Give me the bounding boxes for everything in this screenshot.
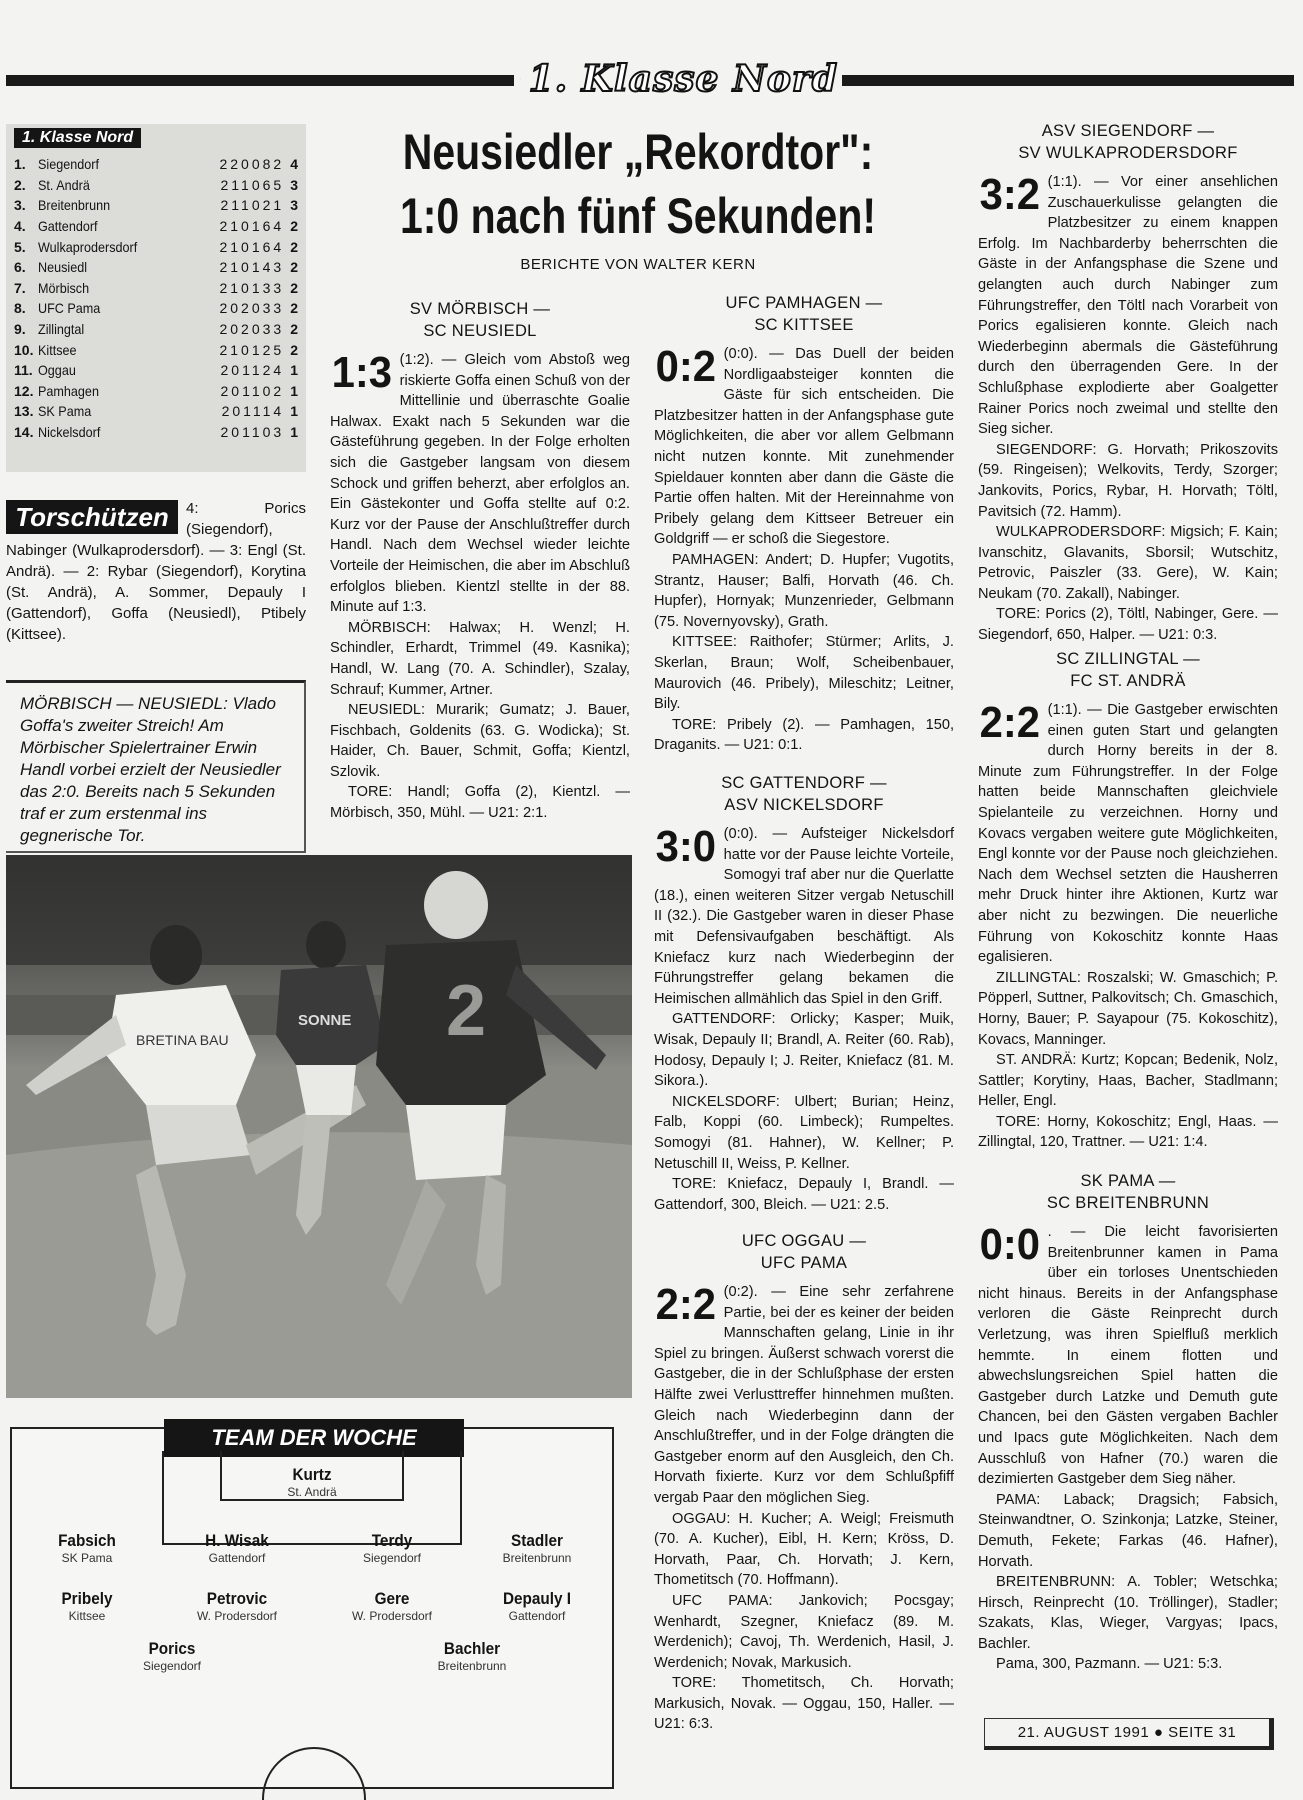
article-score: 1:3	[331, 348, 393, 397]
player	[462, 1531, 612, 1565]
article-body: (1:2). — Gleich vom Abstoß weg riskierte Goffa einen Schuß von der Mittellinie und überraschte Goalie Halwax. Exakt nach 5 Sekunden war die Gästeführung gegeben. In der Folge erholten sich die Gastgeber langsam von diesem Schock und griffen beherzt, aber erfolglos an. Ein Gästekonter und Goffa stellte auf 0:2. Kurz vor der Pause der Anschlußtreffer durch Handl. Nach dem Wechsel wieder leichte Vorteile der Heimischen, die aber im Abschluß erfolglos blieben. Kientzl stellte in der 88. Minute auf 1:3.	[330, 352, 630, 616]
article-body: (1:1). — Die Gastgeber erwischten einen guten Start und gelangten durch Horny bereits in der 8. Minute zum Führungstreffer. In der Folge hatten beide Mannschaften gleichviele Spielanteile zu verzeichnen. Horny und Kovacs vergaben weitere gute Möglichkeiten, Engl konnte vor der Pause noch gleichziehen. Nach dem Wechsel setzten die Hausherren mehr Druck hinter ihre Aktionen, Kurtz war aber nicht zu bezwingen. Die neuerliche Führung von Kokoschitz konnte Haas egalisieren.	[978, 702, 1278, 966]
article-goals: TORE: Porics (2), Töltl, Nabinger, Gere. — Siegendorf, 650, Halper. — U21: 0:3.	[978, 606, 1278, 644]
standings-points: 4	[290, 156, 299, 173]
standings-row	[14, 360, 298, 381]
article-body: (0:0). — Das Duell der beiden Nordligaabsteiger konnten die Gäste für sich entscheiden. Die Platzbesitzer hatten in der Anfangsphase gute Möglichkeiten, die aber vor allem Gelbmann nicht nutzen konnte. Mit zunehmender Spieldauer konnten aber dann die Gäste die Partie offen halten. Mit der Hereinnahme von Pribely gelang dem Kittseer Betreuer ein Goldgriff — er schoß die Siegestore.	[654, 346, 954, 548]
standings-team: Wulkaprodersdorf	[37, 238, 137, 255]
player-club: Siegendorf	[142, 1659, 202, 1673]
player	[162, 1589, 312, 1623]
football-icon	[520, 62, 521, 96]
standings-points: 2	[290, 300, 299, 317]
player-name: Porics	[148, 1639, 196, 1658]
article-body: (0:0). — Aufsteiger Nickelsdorf hatte vor der Pause leichte Vorteile, Somogyi traf aber nur die Querlatte (18.), einen weiteren Sitzer vergab Netuschill II (32.). Die Gastgeber waren in dieser Phase mit Defensivaufgaben beschäftigt. Als Kniefacz kurz nach Wiederbeginn der Führungstreffer gelang bekamen die Heimischen allmählich das Spiel in den Griff.	[654, 826, 954, 1007]
headline-line-2: 1:0 nach fünf Sekunden!	[399, 188, 877, 244]
standings-points: 3	[290, 176, 299, 193]
standings-rank: 12.	[14, 382, 34, 399]
article-title: SC GATTENDORF —	[721, 774, 887, 792]
article-body: (1:1). — Vor einer ansehlichen Zuschauerkulisse gelangten die Platzbesitzer zu einem knappen Erfolg. Im Nachbarderby beherrschten die Gäste in der Anfangsphase die Szene und gelangten auch durch Nabinger zum Führungstreffer, den Töltl nach Vorarbeit von Porics egalisieren konnte. Gleich nach Wiederbeginn abermals die Gästeführung durch den überragenden Gere. In der Schlußphase explodierte aber Goalgetter Rainer Porics noch zweimal und stellte den Sieg sicher.	[978, 174, 1278, 438]
photo-shirt-number: 2	[446, 971, 487, 1051]
article-lineup: OGGAU: H. Kucher; A. Weigl; Freismuth (70. A. Kucher), Eibl, H. Kern; Kröss, D. Horvath, Paar, Ch. Horvath; J. Kern, Thometitsch (70. Hoffmann).	[654, 1510, 954, 1589]
article-lineup: SIEGENDORF: G. Horvath; Prikoszovits (59. Ringeisen); Welkovits, Terdy, Szorger; Jankovits, Porics, Rybar, H. Horvath; Töltl, Pavitsich (72. Hamm).	[978, 441, 1278, 520]
standings-rank: 8.	[14, 300, 26, 317]
article-moerbisch-neusiedl	[330, 298, 630, 824]
photo-caption: MÖRBISCH — NEUSIEDL: Vlado Goffa's zweiter Streich! Am Mörbischer Spielertrainer Erwin Handl vorbei erzielt der Neusiedler das 2:0. Bereits nach 5 Sekunden traf er zum erstenmal ins gegnerische Tor.	[20, 694, 281, 845]
standings-stats: 210143	[219, 259, 285, 276]
article-lineup: ZILLINGTAL: Roszalski; W. Gmaschich; P. Pöpperl, Suttner, Palkovitsch; Ch. Gmaschich, Horny, Bauer; P. Sayapour (75. Kokoschitz), Kovacs, Manninger.	[978, 969, 1278, 1048]
header-rule-left	[6, 75, 514, 86]
article-goals: TORE: Kniefacz, Depauly I, Brandl. — Gattendorf, 300, Bleich. — U21: 2.5.	[654, 1176, 954, 1213]
standings-rank: 14.	[14, 424, 34, 441]
player	[12, 1531, 162, 1565]
photo-shirt-text: BRETINA BAU	[136, 1032, 229, 1048]
article-title: SK PAMA —	[1080, 1172, 1176, 1190]
article-title: SC NEUSIEDL	[423, 322, 537, 340]
standings-stats: 210125	[219, 341, 285, 358]
standings-points: 1	[290, 362, 299, 379]
scorers-tag: Torschützen	[6, 500, 178, 534]
article-goals: TORE: Horny, Kokoschitz; Engl, Haas. — Zillingtal, 120, Trattner. — U21: 1:4.	[978, 1113, 1278, 1151]
standings-team: SK Pama	[37, 403, 91, 420]
standings-points: 1	[290, 382, 299, 399]
standings-row	[14, 278, 298, 299]
article-body: (0:2). — Eine sehr zerfahrene Partie, bei der es keiner der beiden Mannschaften gelang, Linie in ihr Spiel zu bringen. Äußerst schwach vorerst die Gastgeber, die in der Schlußphase der ersten Hälfte zwei Verlusttreffer hinnehmen mußten. Gleich nach Wiederbeginn dann der Anschlußtreffer, und in der Folge drängten die Gastgeber enorm auf den Ausgleich, den Ch. Horvath fixierte. Kurz vor dem Schlußpfiff vergab Paar den möglichen Sieg.	[654, 1284, 954, 1506]
article-title: UFC OGGAU —	[741, 1232, 867, 1250]
byline: BERICHTE VON WALTER KERN	[520, 256, 756, 273]
article-zillingtal-standrae	[978, 648, 1278, 1153]
standings-points: 1	[290, 403, 299, 420]
standings-team: Pamhagen	[37, 382, 99, 399]
article-lineup: PAMHAGEN: Andert; D. Hupfer; Vugotits, Strantz, Hauser; Balfi, Horvath (46. Ch. Hupfer), Hornyak; Munzenrieder, Gelbmann (75. Novernyovsky), Grath.	[654, 551, 954, 630]
player-club: Breitenbrunn	[437, 1659, 507, 1673]
standings-rank: 10.	[14, 341, 34, 358]
standings-team: Zillingtal	[37, 321, 84, 338]
standings-row	[14, 319, 298, 340]
standings-rank: 1.	[14, 156, 26, 173]
standings-stats: 210133	[219, 279, 285, 296]
player-name: Depauly I	[502, 1589, 572, 1608]
standings-points: 2	[290, 238, 299, 255]
standings-row	[14, 401, 298, 422]
article-gattendorf-nickelsdorf	[654, 772, 954, 1215]
article-siegendorf-wulkaprodersdorf	[978, 120, 1278, 646]
standings-team: UFC Pama	[37, 300, 100, 317]
player-name: Stadler	[511, 1531, 563, 1550]
section-title: 1. Klasse Nord	[528, 58, 838, 100]
article-lineup: UFC PAMA: Jankovich; Pocsgay; Wenhardt, Szegner, Kniefacz (89. M. Werdenich); Cavoj, Th. Werdenich, Hasil, J. Werdenich; Novak, Markusich.	[654, 1592, 954, 1671]
standings-table	[6, 124, 306, 472]
standings-rank: 7.	[14, 279, 26, 296]
article-title: FC ST. ANDRÄ	[1070, 672, 1186, 690]
standings-row	[14, 422, 298, 443]
player-name: Gere	[374, 1589, 410, 1608]
player	[462, 1589, 612, 1623]
scorers-text: 4: Porics (Siegendorf), Nabinger (Wulkaprodersdorf). — 3: Engl (St. Andrä). — 2: Rybar (Siegendorf), Korytina (St. Andrä), A. Sommer, Depauly I (Gattendorf), Goffa (Neusiedl), Ptibely (Kittsee).	[6, 500, 306, 643]
article-pamhagen-kittsee	[654, 292, 954, 756]
standings-points: 2	[290, 259, 299, 276]
player-club: W. Prodersdorf	[196, 1609, 278, 1623]
standings-row	[14, 298, 298, 319]
footer-date-page: 21. AUGUST 1991 ● SEITE 31	[1017, 1724, 1237, 1741]
player-name: Bachler	[443, 1639, 501, 1658]
article-title: UFC PAMA	[760, 1254, 848, 1272]
article-score: 3:2	[979, 170, 1041, 219]
standings-stats: 220082	[219, 156, 285, 173]
article-lineup: KITTSEE: Raithofer; Stürmer; Arlits, J. Skerlan, Braun; Wolf, Scheibenbauer, Maurovich (46. Pribely), Mileschitz; Leitner, Bily.	[654, 634, 954, 713]
article-lineup: BREITENBRUNN: A. Tobler; Wetschka; Hirsch, Reinprecht (10. Tröllinger), Stadler; Szakats, Klas, Wieger, Vargyas; Ipacs, Bachler.	[978, 1574, 1278, 1652]
player	[397, 1639, 547, 1673]
player-club: W. Prodersdorf	[351, 1609, 433, 1623]
article-goals: Pama, 300, Pazmann. — U21: 5:3.	[996, 1656, 1223, 1673]
standings-team: Nickelsdorf	[37, 424, 100, 441]
standings-team: St. Andrä	[37, 176, 90, 193]
player	[317, 1531, 467, 1565]
standings-points: 2	[290, 321, 299, 338]
article-title: SC ZILLINGTAL —	[1056, 650, 1200, 668]
player	[317, 1589, 467, 1623]
standings-rank: 2.	[14, 176, 26, 193]
page-footer	[984, 1718, 1274, 1750]
article-lineup: GATTENDORF: Orlicky; Kasper; Muik, Wisak, Depauly II; Brandl, A. Reiter (60. Rab), Hodosy, Depauly I; J. Reiter, Kniefacz (81. M. Sikora.).	[654, 1011, 954, 1090]
headline-line-1: Neusiedler „Rekordtor":	[402, 124, 874, 180]
standings-stats: 201124	[220, 362, 285, 379]
standings-stats: 210164	[219, 238, 285, 255]
article-score: 0:0	[979, 1220, 1041, 1269]
player-name: Kurtz	[292, 1465, 332, 1484]
player-club: St. Andrä	[287, 1485, 337, 1499]
photo-shirt-text-2: SONNE	[298, 1012, 352, 1029]
header-rule-right	[842, 75, 1294, 86]
player-name: Petrovic	[206, 1589, 268, 1608]
player-goalkeeper	[237, 1465, 387, 1499]
article-body: . — Die leicht favorisierten Breitenbrunner kamen in Pama über ein torloses Unentschieden nicht hinaus. Bereits in der Anfangsphase verloren die Gäste Reinprecht durch Verletzung, was ihren Spielfluß merklich hemmte. In einem flotten und abwechslungsreichen Spiel hatten die Gastgeber durch Latzke und Demuth gute Chancen, bei den Gästen vergaben Bachler und Ipacs gute Möglichkeiten. Nach dem Ausschluß von Hafner (70.) waren die dezimierten Gastgeber dem Sieg näher.	[978, 1224, 1278, 1488]
article-score: 2:2	[979, 698, 1041, 747]
standings-team: Neusiedl	[37, 259, 87, 276]
article-lineup: MÖRBISCH: Halwax; H. Wenzl; H. Schindler, Erhardt, Trimmel (49. Kasnika); Handl, W. Lang (70. A. Schindler), Szalay, Schrauf; Kummer, Artner.	[330, 619, 630, 698]
standings-points: 1	[290, 424, 299, 441]
standings-tag: 1. Klasse Nord	[14, 128, 141, 148]
article-score: 2:2	[655, 1280, 717, 1329]
match-photo	[6, 855, 632, 1398]
team-of-week-title: TEAM DER WOCHE	[164, 1419, 464, 1457]
standings-stats: 201103	[220, 424, 285, 441]
player-name: Fabsich	[58, 1531, 116, 1550]
standings-points: 3	[290, 197, 299, 214]
article-lineup: NICKELSDORF: Ulbert; Burian; Heinz, Falb, Koppi (60. Limbeck); Rumpeltes. Somogyi (81. Hahner), W. Kellner; P. Netuschill II, Weiss, P. Kellner.	[654, 1093, 954, 1172]
article-goals: TORE: Pribely (2). — Pamhagen, 150, Draganits. — U21: 0:1.	[654, 716, 954, 754]
standings-row	[14, 175, 298, 196]
standings-rows	[14, 154, 298, 442]
player-club: Breitenbrunn	[502, 1551, 572, 1565]
article-goals: TORE: Thometitsch, Ch. Horvath; Markusich, Novak. — Oggau, 150, Haller. — U21: 6:3.	[654, 1675, 954, 1733]
player-club: Gattendorf	[208, 1551, 266, 1565]
standings-team: Mörbisch	[37, 279, 89, 296]
standings-team: Kittsee	[37, 341, 77, 358]
article-title: ASV NICKELSDORF	[724, 796, 884, 814]
standings-stats: 211021	[220, 197, 285, 214]
team-of-the-week	[10, 1427, 614, 1789]
article-goals: TORE: Handl; Goffa (2), Kientzl. — Mörbisch, 350, Mühl. — U21: 2:1.	[330, 784, 630, 822]
standings-stats: 211065	[220, 176, 285, 193]
player	[162, 1531, 312, 1565]
player-name: Terdy	[371, 1531, 413, 1550]
standings-stats: 201114	[221, 403, 285, 420]
player-name: Pribely	[61, 1589, 113, 1608]
standings-row	[14, 216, 298, 237]
player-club: Kittsee	[68, 1609, 106, 1623]
headline	[376, 120, 901, 248]
article-score: 3:0	[655, 822, 717, 871]
article-score: 0:2	[655, 342, 717, 391]
standings-rank: 11.	[14, 362, 33, 379]
standings-rank: 13.	[14, 403, 34, 420]
standings-stats: 202033	[219, 321, 285, 338]
standings-points: 2	[290, 279, 299, 296]
standings-row	[14, 154, 298, 175]
standings-stats: 210164	[219, 218, 285, 235]
standings-stats: 201102	[220, 382, 285, 399]
standings-points: 2	[290, 341, 299, 358]
article-title: ASV SIEGENDORF —	[1041, 122, 1215, 140]
standings-team: Oggau	[37, 362, 76, 379]
section-header	[520, 58, 838, 100]
player-club: SK Pama	[61, 1551, 113, 1565]
standings-rank: 9.	[14, 321, 26, 338]
center-circle-arc	[262, 1747, 366, 1800]
article-title: SV MÖRBISCH —	[409, 300, 551, 318]
standings-row	[14, 381, 298, 402]
standings-rank: 4.	[14, 218, 26, 235]
standings-row	[14, 339, 298, 360]
player	[97, 1639, 247, 1673]
standings-stats: 202033	[219, 300, 285, 317]
player-club: Gattendorf	[508, 1609, 566, 1623]
standings-row	[14, 195, 298, 216]
article-lineup: ST. ANDRÄ: Kurtz; Kopcan; Bedenik, Nolz, Sattler; Korytiny, Haas, Bacher, Stadlmann; Heller, Engl.	[978, 1052, 1278, 1110]
standings-rank: 5.	[14, 238, 26, 255]
article-lineup: WULKAPRODERSDORF: Migsich; F. Kain; Ivanschitz, Glavanits, Sborsil; Wutschitz, Petrovic, Paiszler (33. Gere), W. Kain; Neukam (70. Zakall), Nabinger.	[978, 524, 1278, 602]
article-oggau-pama	[654, 1230, 954, 1735]
standings-team: Breitenbrunn	[37, 197, 110, 214]
standings-points: 2	[290, 218, 299, 235]
player-club: Siegendorf	[362, 1551, 422, 1565]
player-name: H. Wisak	[205, 1531, 269, 1550]
article-lineup: PAMA: Laback; Dragsich; Fabsich, Steinwandtner, O. Szinkonja; Latzke, Steiner, Demuth, Fekete; Farkas (46. Hafner), Horvath.	[978, 1491, 1278, 1570]
standings-team: Siegendorf	[37, 156, 99, 173]
standings-team: Gattendorf	[37, 218, 98, 235]
article-lineup: NEUSIEDL: Murarik; Gumatz; J. Bauer, Fischbach, Goldenits (63. G. Wodicka); St. Haider, Ch. Bauer, Schmit, Goffa; Kientzl, Szlovik.	[330, 702, 630, 780]
player	[12, 1589, 162, 1623]
standings-rank: 6.	[14, 259, 26, 276]
standings-rank: 3.	[14, 197, 26, 214]
standings-row	[14, 257, 298, 278]
article-title: SV WULKAPRODERSDORF	[1018, 144, 1238, 162]
article-skpama-breitenbrunn	[978, 1170, 1278, 1675]
standings-row	[14, 236, 298, 257]
photo-caption-box	[6, 680, 306, 853]
article-title: UFC PAMHAGEN —	[725, 294, 883, 312]
article-title: SC BREITENBRUNN	[1046, 1194, 1210, 1212]
article-title: SC KITTSEE	[754, 316, 854, 334]
